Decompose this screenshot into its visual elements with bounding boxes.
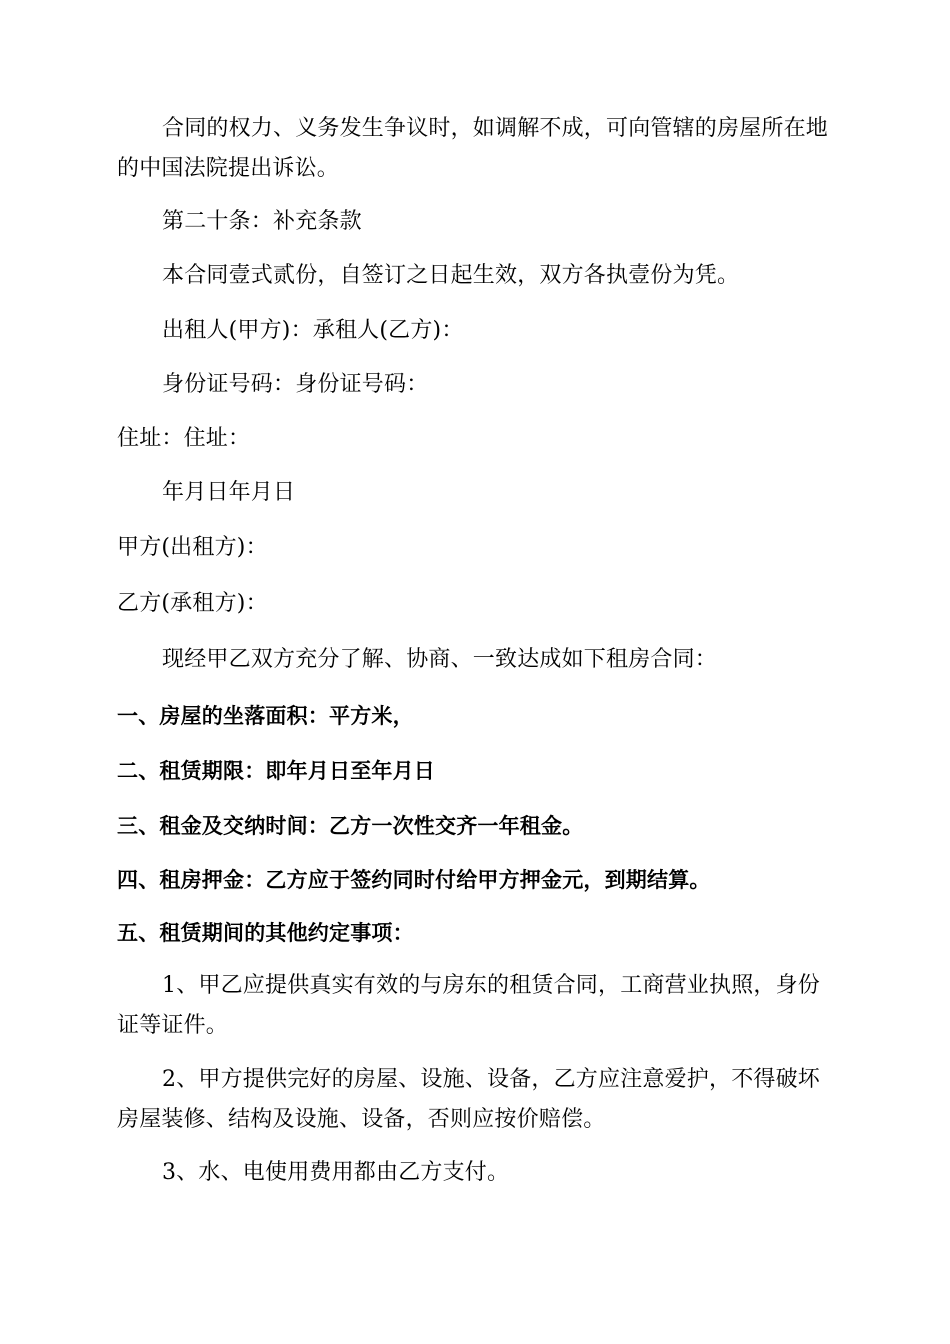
date-line: 年月日年月日 xyxy=(162,480,296,505)
text-line: 合同的权力、义务发生争议时，如调解不成，可向管辖的房屋所在地 xyxy=(162,116,829,141)
preamble-line: 现经甲乙双方充分了解、协商、一致达成如下租房合同： xyxy=(162,647,718,672)
text-line: 房屋装修、结构及设施、设备，否则应按价赔偿。 xyxy=(117,1107,606,1132)
party-a-line: 甲方(出租方)： xyxy=(117,535,268,560)
party-b-line: 乙方(承租方)： xyxy=(117,591,268,616)
clause-heading: 一、房屋的坐落面积：平方米， xyxy=(117,704,414,728)
text-line: 证等证件。 xyxy=(117,1013,229,1038)
address-line: 住址：住址： xyxy=(117,426,251,451)
signature-line: 出租人(甲方)：承租人(乙方)： xyxy=(162,318,464,343)
text-line: 3、水、电使用费用都由乙方支付。 xyxy=(162,1160,510,1185)
text-line: 1、甲乙应提供真实有效的与房东的租赁合同，工商营业执照，身份 xyxy=(162,973,820,998)
section-heading: 第二十条：补充条款 xyxy=(162,209,362,234)
text-line: 2、甲方提供完好的房屋、设施、设备，乙方应注意爱护，不得破坏 xyxy=(162,1067,820,1092)
text-line: 本合同壹式贰份，自签订之日起生效，双方各执壹份为凭。 xyxy=(162,263,740,288)
text-line: 的中国法院提出诉讼。 xyxy=(117,156,340,181)
clause-heading: 五、租赁期间的其他约定事项： xyxy=(117,921,414,945)
clause-heading: 三、租金及交纳时间：乙方一次性交齐一年租金。 xyxy=(117,814,584,838)
clause-heading: 二、租赁期限：即年月日至年月日 xyxy=(117,759,435,783)
clause-heading: 四、租房押金：乙方应于签约同时付给甲方押金元，到期结算。 xyxy=(117,868,711,892)
id-number-line: 身份证号码：身份证号码： xyxy=(162,372,429,397)
